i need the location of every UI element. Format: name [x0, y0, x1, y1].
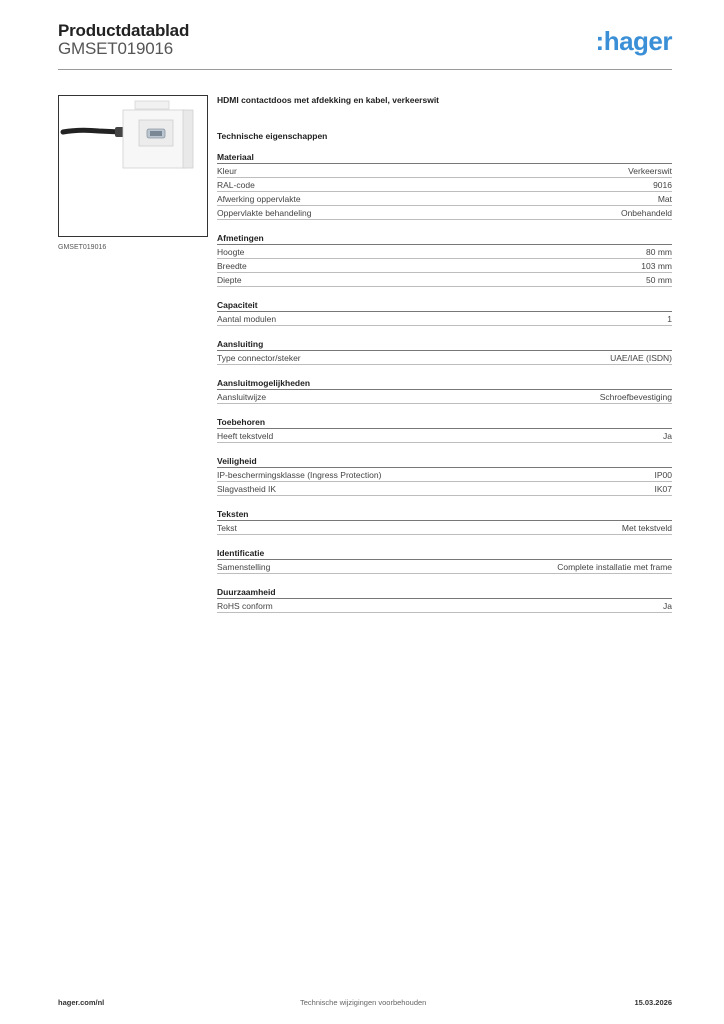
spec-label: Type connector/steker: [217, 353, 301, 363]
spec-section: [217, 416, 672, 443]
footer-date: 15.03.2026: [634, 998, 672, 1007]
section-title: Veiligheid: [217, 455, 672, 468]
spec-value: Ja: [663, 431, 672, 441]
spec-row: [217, 521, 672, 535]
section-title: Teksten: [217, 508, 672, 521]
spec-label: Breedte: [217, 261, 247, 271]
spec-value: Complete installatie met frame: [557, 562, 672, 572]
spec-section: [217, 232, 672, 287]
spec-section: [217, 338, 672, 365]
spec-sections: [217, 151, 672, 613]
spec-row: [217, 599, 672, 613]
section-title: Toebehoren: [217, 416, 672, 429]
spec-label: Hoogte: [217, 247, 245, 257]
spec-label: Oppervlakte behandeling: [217, 208, 312, 218]
spec-row: [217, 259, 672, 273]
spec-value: Ja: [663, 601, 672, 611]
product-image: [58, 95, 208, 237]
section-title: Capaciteit: [217, 299, 672, 312]
spec-content: [217, 95, 672, 613]
spec-label: Aantal modulen: [217, 314, 277, 324]
spec-row: [217, 192, 672, 206]
spec-row: [217, 164, 672, 178]
spec-value: Mat: [657, 194, 672, 204]
spec-label: Aansluitwijze: [217, 392, 267, 402]
spec-label: RoHS conform: [217, 601, 273, 611]
spec-value: Verkeerswit: [628, 166, 672, 176]
page-title: Productdatablad: [58, 21, 190, 40]
spec-row: [217, 429, 672, 443]
spec-row: [217, 312, 672, 326]
spec-row: [217, 206, 672, 220]
spec-section: [217, 586, 672, 613]
section-title: Identificatie: [217, 547, 672, 560]
spec-value: 50 mm: [646, 275, 672, 285]
spec-label: Slagvastheid IK: [217, 484, 277, 494]
spec-label: Afwerking oppervlakte: [217, 194, 301, 204]
spec-value: 9016: [653, 180, 672, 190]
spec-row: [217, 468, 672, 482]
tech-heading: Technische eigenschappen: [217, 131, 328, 141]
spec-value: Met tekstveld: [621, 523, 672, 533]
spec-row: [217, 390, 672, 404]
product-code: GMSET019016: [58, 39, 173, 58]
spec-label: IP-beschermingsklasse (Ingress Protection): [217, 470, 382, 480]
section-title: Materiaal: [217, 151, 672, 164]
spec-value: 103 mm: [641, 261, 672, 271]
product-title: HDMI contactdoos met afdekking en kabel, verkeerswit: [217, 95, 440, 105]
spec-value: UAE/IAE (ISDN): [610, 353, 672, 363]
spec-label: Kleur: [217, 166, 237, 176]
spec-row: [217, 560, 672, 574]
spec-row: [217, 178, 672, 192]
spec-value: IK07: [654, 484, 672, 494]
header-divider: [58, 69, 672, 70]
spec-label: Tekst: [217, 523, 237, 533]
spec-row: [217, 351, 672, 365]
spec-value: Schroefbevestiging: [599, 392, 672, 402]
image-caption: GMSET019016: [58, 244, 107, 251]
hager-logo: :hager: [595, 26, 672, 56]
spec-value: 80 mm: [646, 247, 672, 257]
spec-section: [217, 547, 672, 574]
spec-section: [217, 151, 672, 220]
spec-row: [217, 273, 672, 287]
spec-section: [217, 377, 672, 404]
spec-row: [217, 482, 672, 496]
spec-value: 1: [667, 314, 672, 324]
spec-section: [217, 299, 672, 326]
footer-disclaimer: Technische wijzigingen voorbehouden: [300, 998, 427, 1007]
footer-website-link[interactable]: hager.com/nl: [58, 998, 105, 1007]
section-title: Aansluitmogelijkheden: [217, 377, 672, 390]
spec-row: [217, 245, 672, 259]
section-title: Aansluiting: [217, 338, 672, 351]
hdmi-socket-illustration: [59, 96, 208, 237]
spec-label: Diepte: [217, 275, 242, 285]
spec-label: Heeft tekstveld: [217, 431, 274, 441]
spec-section: [217, 455, 672, 496]
spec-value: Onbehandeld: [620, 208, 672, 218]
section-title: Afmetingen: [217, 232, 672, 245]
spec-label: RAL-code: [217, 180, 255, 190]
spec-label: Samenstelling: [217, 562, 271, 572]
section-title: Duurzaamheid: [217, 586, 672, 599]
spec-section: [217, 508, 672, 535]
spec-value: IP00: [654, 470, 672, 480]
